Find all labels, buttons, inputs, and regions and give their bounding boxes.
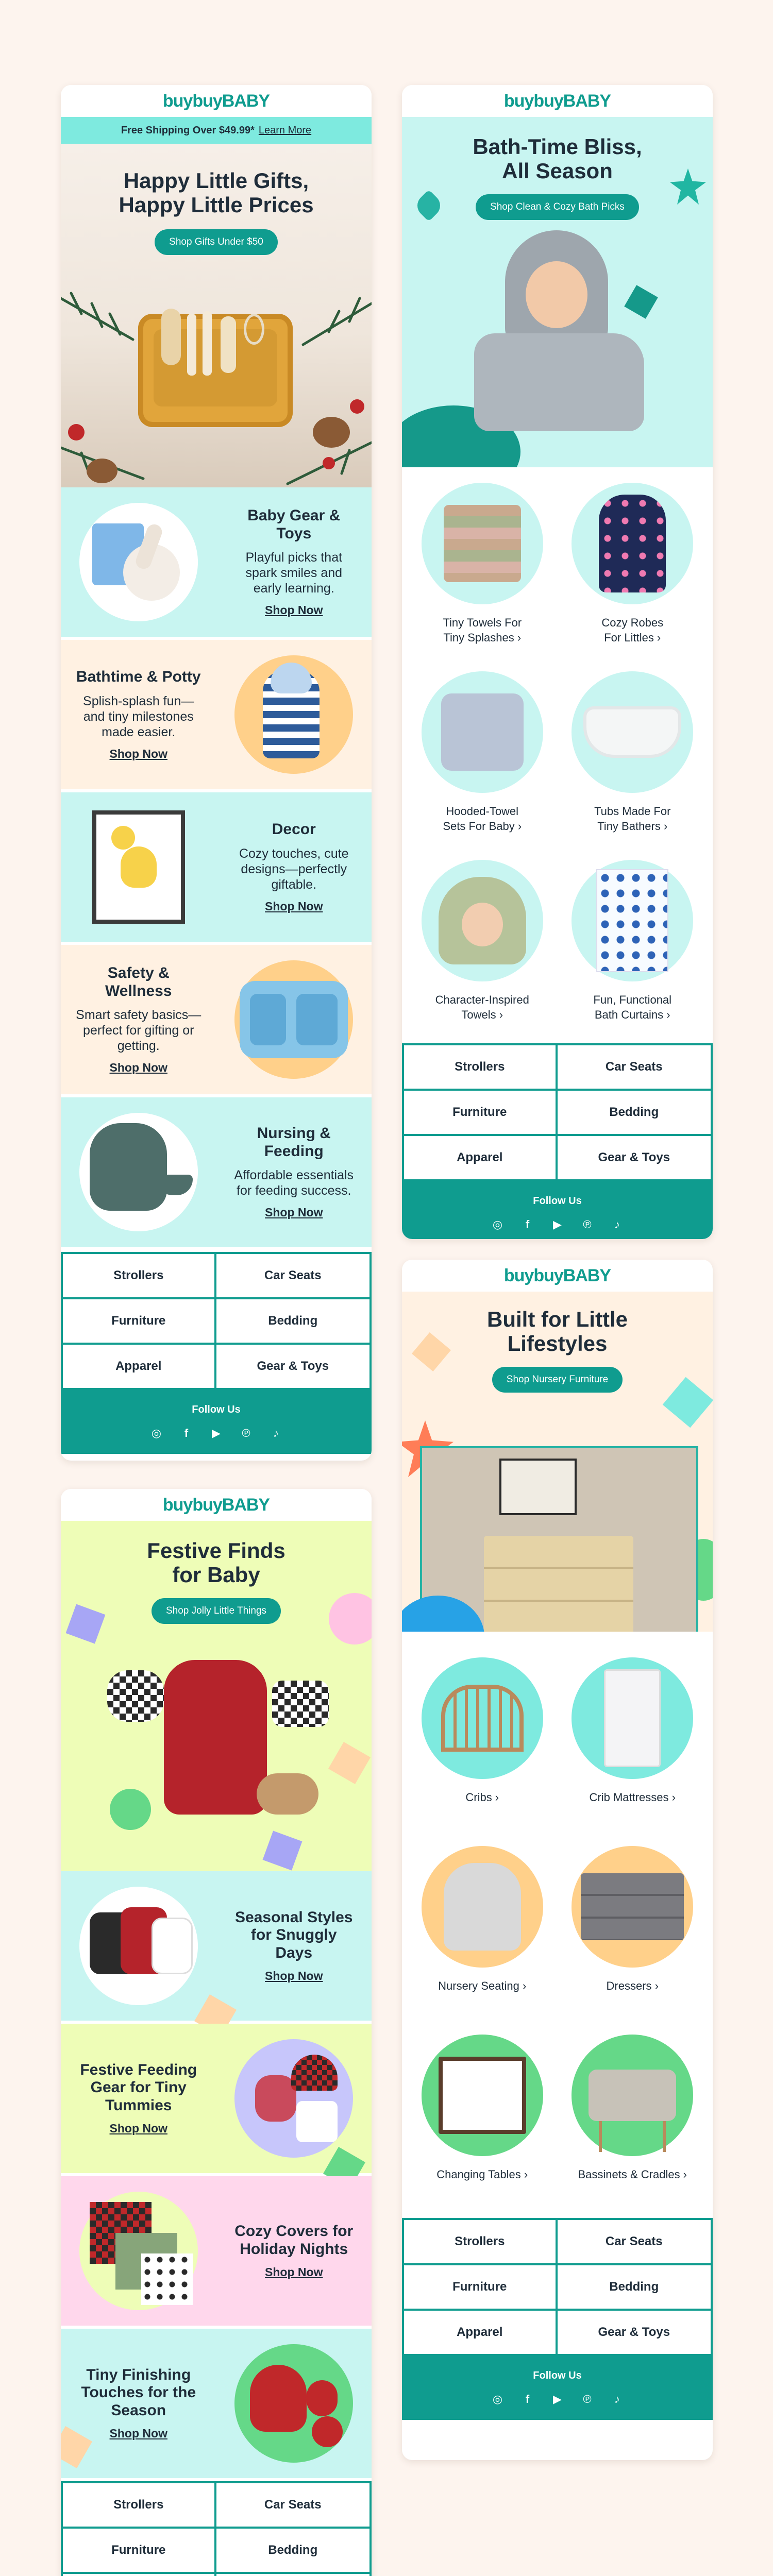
christmas-outfit-image bbox=[107, 1660, 329, 1830]
band-seasonal-styles bbox=[61, 1871, 372, 2024]
bath-robe-image bbox=[234, 655, 353, 774]
brand-logo[interactable]: buybuyBABY bbox=[61, 85, 372, 117]
product-label: Crib Mattresses › bbox=[589, 1791, 676, 1804]
tiktok-icon[interactable]: ♪ bbox=[614, 2392, 620, 2405]
diamond-shape-decor bbox=[328, 1742, 371, 1784]
nav-furniture[interactable]: Furniture bbox=[63, 1299, 216, 1345]
nav-car-seats[interactable]: Car Seats bbox=[558, 1045, 711, 1091]
hero-cta-button[interactable]: Shop Nursery Furniture bbox=[492, 1367, 623, 1393]
shop-now-link[interactable]: Shop Now bbox=[109, 1061, 167, 1074]
hero-festive bbox=[61, 1521, 372, 1871]
facebook-icon[interactable]: f bbox=[184, 1426, 189, 1439]
product-tile[interactable] bbox=[558, 1652, 708, 1841]
product-tile[interactable] bbox=[558, 2029, 708, 2218]
category-nav bbox=[61, 1252, 372, 1390]
product-label: Character-Inspired Towels › bbox=[435, 993, 529, 1021]
hero-cta-button[interactable]: Shop Clean & Cozy Bath Picks bbox=[476, 194, 639, 220]
shop-now-link[interactable]: Shop Now bbox=[265, 603, 323, 617]
promo-banner bbox=[61, 117, 372, 144]
product-label: Hooded-Towel Sets For Baby › bbox=[443, 805, 522, 833]
nav-car-seats[interactable]: Car Seats bbox=[216, 2483, 370, 2529]
band-finishing-touches bbox=[61, 2329, 372, 2481]
email-gifts bbox=[61, 85, 372, 1461]
nav-apparel[interactable]: Apparel bbox=[404, 1136, 558, 1181]
youtube-icon[interactable]: ▶ bbox=[553, 2392, 562, 2405]
email-festive bbox=[61, 1489, 372, 2576]
brand-logo[interactable]: buybuyBABY bbox=[402, 1260, 713, 1292]
shop-now-link[interactable]: Shop Now bbox=[109, 747, 167, 760]
duck-print-image bbox=[92, 810, 185, 924]
tiktok-icon[interactable]: ♪ bbox=[614, 1217, 620, 1231]
facebook-icon[interactable]: f bbox=[525, 2392, 530, 2405]
email-nursery bbox=[402, 1260, 713, 2460]
nursery-product-grid bbox=[402, 1632, 713, 2218]
circle-shape-decor bbox=[329, 1593, 372, 1645]
glider-chair-image bbox=[422, 1846, 543, 1968]
hat-mittens-image bbox=[234, 2344, 353, 2463]
shop-now-link[interactable]: Shop Now bbox=[265, 899, 323, 913]
youtube-icon[interactable]: ▶ bbox=[212, 1426, 221, 1439]
youtube-icon[interactable]: ▶ bbox=[553, 1217, 562, 1231]
band-desc: Smart safety basics—perfect for gifting or getting. bbox=[76, 1008, 201, 1053]
crib-mattress-image bbox=[572, 1657, 693, 1779]
hero-bath bbox=[402, 117, 713, 467]
nav-strollers[interactable]: Strollers bbox=[63, 1254, 216, 1299]
product-label: Fun, Functional Bath Curtains › bbox=[593, 993, 672, 1021]
nav-gear-toys[interactable]: Gear & Toys bbox=[558, 2311, 711, 2356]
hero-cta-button[interactable]: Shop Jolly Little Things bbox=[152, 1598, 281, 1624]
shop-now-link[interactable]: Shop Now bbox=[265, 2265, 323, 2279]
hero-headline: Happy Little Gifts, Happy Little Prices bbox=[119, 168, 314, 217]
footer bbox=[402, 2356, 713, 2420]
follow-us-label: Follow Us bbox=[192, 1403, 241, 1415]
safety-kit-image bbox=[234, 960, 353, 1079]
nav-apparel[interactable]: Apparel bbox=[63, 1345, 216, 1390]
brand-logo[interactable]: buybuyBABY bbox=[402, 85, 713, 117]
nav-gear-toys[interactable]: Gear & Toys bbox=[216, 1345, 370, 1390]
bassinet-image bbox=[572, 2035, 693, 2156]
bib-set-image bbox=[79, 1113, 198, 1231]
grooming-kit-image bbox=[138, 314, 293, 427]
dresser-image bbox=[572, 1846, 693, 1968]
diamond-shape-decor bbox=[263, 1831, 303, 1871]
instagram-icon[interactable]: ◎ bbox=[151, 1426, 162, 1439]
band-cozy-covers bbox=[61, 2176, 372, 2329]
changing-table-image bbox=[422, 2035, 543, 2156]
hero-headline: Festive Finds for Baby bbox=[147, 1538, 285, 1587]
category-nav bbox=[61, 2481, 372, 2576]
nav-gear-toys[interactable]: Gear & Toys bbox=[558, 1136, 711, 1181]
product-tile[interactable] bbox=[407, 478, 558, 666]
follow-us-label: Follow Us bbox=[533, 1195, 582, 1207]
bath-tub-image bbox=[572, 671, 693, 793]
category-nav bbox=[402, 1043, 713, 1181]
character-towel-image bbox=[422, 860, 543, 981]
band-desc: Affordable essentials for feeding success. bbox=[234, 1168, 354, 1198]
category-nav bbox=[402, 2218, 713, 2356]
hero-nursery bbox=[402, 1292, 713, 1632]
product-tile[interactable] bbox=[407, 1652, 558, 1841]
hooded-towel-set-image bbox=[422, 671, 543, 793]
learn-more-link[interactable]: Learn More bbox=[258, 124, 312, 136]
blankets-image bbox=[79, 2192, 198, 2310]
hero-gifts bbox=[61, 144, 372, 487]
band-nursing bbox=[61, 1097, 372, 1250]
nav-furniture[interactable]: Furniture bbox=[63, 2529, 216, 2574]
product-label: Cozy Robes For Littles › bbox=[601, 616, 664, 644]
nav-apparel[interactable]: Apparel bbox=[404, 2311, 558, 2356]
product-tile[interactable] bbox=[407, 2029, 558, 2218]
towels-image bbox=[422, 483, 543, 604]
nav-bedding[interactable]: Bedding bbox=[558, 1091, 711, 1136]
shop-now-link[interactable]: Shop Now bbox=[265, 1969, 323, 1983]
pinterest-icon[interactable]: ℗ bbox=[583, 1217, 592, 1231]
nav-furniture[interactable]: Furniture bbox=[404, 1091, 558, 1136]
band-decor bbox=[61, 792, 372, 945]
baby-towel-image bbox=[469, 230, 644, 447]
band-desc: Playful picks that spark smiles and early learning. bbox=[245, 550, 343, 596]
feeding-gear-image bbox=[234, 2039, 353, 2158]
product-label: Cribs › bbox=[465, 1791, 499, 1804]
band-desc: Cozy touches, cute designs—perfectly giftable. bbox=[239, 846, 349, 892]
product-tile[interactable] bbox=[558, 1841, 708, 2029]
band-title: Decor bbox=[272, 821, 316, 838]
nav-car-seats[interactable]: Car Seats bbox=[216, 1254, 370, 1299]
hero-headline: Built for Little Lifestyles bbox=[487, 1307, 628, 1356]
band-bathtime bbox=[61, 640, 372, 792]
promo-text: Free Shipping Over $49.99* bbox=[121, 124, 255, 136]
product-label: Dressers › bbox=[606, 1979, 659, 1992]
robe-image bbox=[572, 483, 693, 604]
hero-headline: Bath-Time Bliss, All Season bbox=[473, 134, 642, 183]
shop-now-link[interactable]: Shop Now bbox=[265, 1206, 323, 1219]
band-safety bbox=[61, 945, 372, 1097]
nav-furniture[interactable]: Furniture bbox=[404, 2265, 558, 2311]
nav-strollers[interactable]: Strollers bbox=[63, 2483, 216, 2529]
band-baby-gear bbox=[61, 487, 372, 640]
band-title: Tiny Finishing Touches for the Season bbox=[81, 2366, 196, 2419]
shop-now-link[interactable]: Shop Now bbox=[109, 2427, 167, 2441]
nav-apparel[interactable] bbox=[63, 2574, 216, 2576]
pinterest-icon[interactable]: ℗ bbox=[583, 2392, 592, 2405]
product-tile[interactable] bbox=[407, 666, 558, 855]
product-label: Tiny Towels For Tiny Splashes › bbox=[443, 616, 522, 644]
brand-logo[interactable]: buybuyBABY bbox=[61, 1489, 372, 1521]
band-title: Festive Feeding Gear for Tiny Tummies bbox=[80, 2061, 197, 2114]
product-tile[interactable] bbox=[558, 666, 708, 855]
nav-bedding[interactable]: Bedding bbox=[216, 1299, 370, 1345]
product-tile[interactable] bbox=[407, 1841, 558, 2029]
band-title: Bathtime & Potty bbox=[76, 668, 201, 686]
shop-now-link[interactable]: Shop Now bbox=[109, 2122, 167, 2136]
footer bbox=[61, 1390, 372, 1454]
product-label: Tubs Made For Tiny Bathers › bbox=[594, 805, 671, 833]
footer bbox=[402, 1181, 713, 1239]
band-title: Seasonal Styles for Snuggly Days bbox=[235, 1908, 353, 1961]
product-tile[interactable] bbox=[407, 855, 558, 1043]
bath-curtain-image bbox=[572, 860, 693, 981]
nav-strollers[interactable]: Strollers bbox=[404, 1045, 558, 1091]
hero-cta-button[interactable]: Shop Gifts Under $50 bbox=[155, 229, 278, 255]
instagram-icon[interactable]: ◎ bbox=[492, 1217, 503, 1231]
product-tile[interactable] bbox=[558, 855, 708, 1043]
product-label: Nursery Seating › bbox=[438, 1979, 527, 1992]
nav-bedding[interactable]: Bedding bbox=[216, 2529, 370, 2574]
tiktok-icon[interactable]: ♪ bbox=[273, 1426, 279, 1439]
follow-us-label: Follow Us bbox=[533, 2369, 582, 2381]
band-title: Cozy Covers for Holiday Nights bbox=[234, 2223, 354, 2258]
email-bath bbox=[402, 85, 713, 1239]
facebook-icon[interactable]: f bbox=[525, 1217, 530, 1231]
nav-gear-toys[interactable] bbox=[216, 2574, 370, 2576]
instagram-icon[interactable]: ◎ bbox=[492, 2392, 503, 2405]
band-title: Baby Gear & Toys bbox=[247, 507, 341, 542]
product-tile[interactable] bbox=[558, 478, 708, 666]
nav-bedding[interactable]: Bedding bbox=[558, 2265, 711, 2311]
band-title: Nursing & Feeding bbox=[257, 1125, 331, 1160]
product-label: Bassinets & Cradles › bbox=[578, 2168, 687, 2181]
band-festive-feeding bbox=[61, 2024, 372, 2176]
band-title: Safety & Wellness bbox=[105, 964, 172, 999]
seasonal-bodysuits-image bbox=[79, 1887, 198, 2005]
bath-product-grid bbox=[402, 467, 713, 1043]
crib-image bbox=[422, 1657, 543, 1779]
baby-gear-image bbox=[79, 503, 198, 621]
nav-car-seats[interactable]: Car Seats bbox=[558, 2220, 711, 2265]
pinterest-icon[interactable]: ℗ bbox=[242, 1426, 250, 1439]
product-label: Changing Tables › bbox=[436, 2168, 528, 2181]
nav-strollers[interactable]: Strollers bbox=[404, 2220, 558, 2265]
band-desc: Splish-splash fun—and tiny milestones made easier. bbox=[83, 693, 194, 739]
